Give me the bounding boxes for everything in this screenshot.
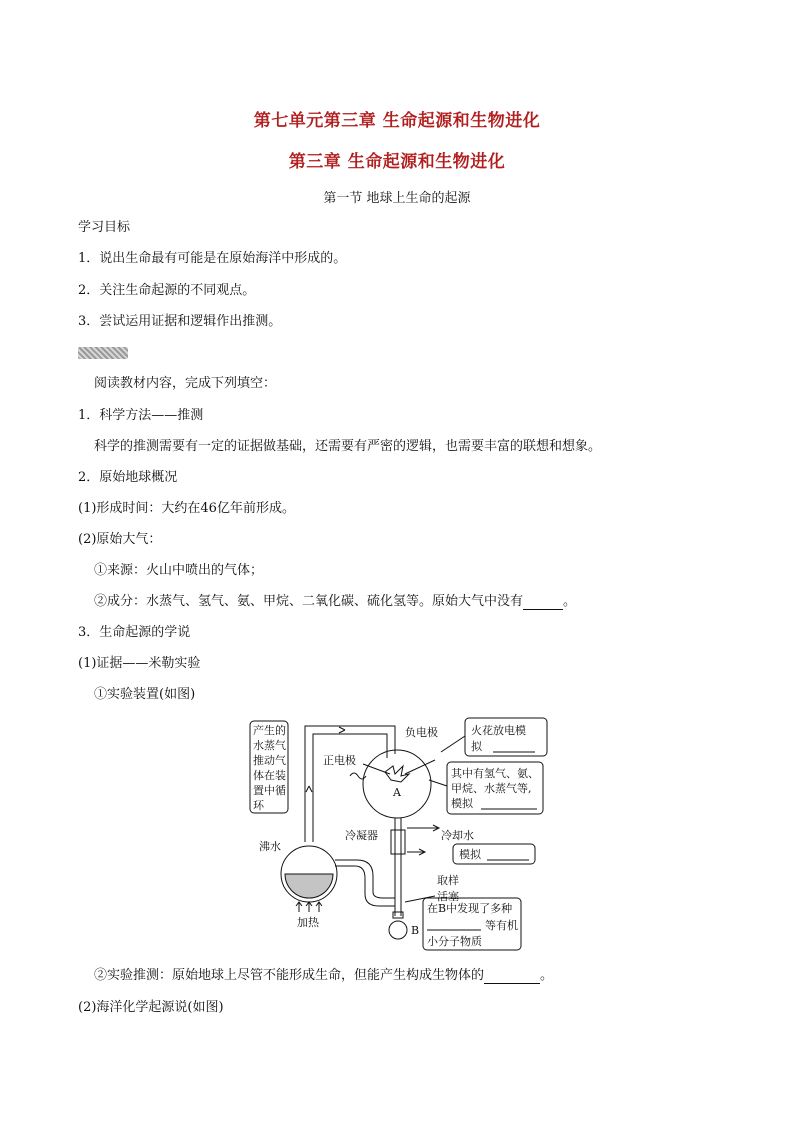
- box-gases-line: 模拟: [451, 797, 473, 810]
- main-title: 第七单元第三章 生命起源和生物进化: [253, 111, 541, 131]
- pointer-line: [441, 736, 465, 752]
- formation-time: (1)形成时间：大约在46亿年前形成。: [78, 501, 295, 516]
- box-gas-cycle-line: 推动气: [253, 754, 286, 767]
- intro-text: 阅读教材内容，完成下列填空：: [94, 376, 277, 391]
- box-b-line: 在B中发现了多种: [427, 902, 513, 915]
- section-title: 第一节 地球上生命的起源: [323, 191, 471, 206]
- box-spark-line: 火花放电模: [471, 724, 526, 737]
- box-b-line: 等有机: [485, 919, 518, 932]
- electrode-right: [405, 760, 435, 774]
- condenser-jacket: [391, 830, 405, 854]
- positive-electrode-label: 正电极: [323, 754, 356, 767]
- box-gas-cycle-line: 水蒸气: [253, 739, 286, 752]
- pointer-line: [429, 780, 447, 786]
- heating-label: 加热: [297, 916, 319, 929]
- miller-heading: (1)证据——米勒实验: [78, 656, 201, 671]
- circulation-tube: [305, 726, 395, 842]
- sampling-label: 活塞: [437, 890, 459, 903]
- objective-item: 1．说出生命最有可能是在原始海洋中形成的。: [78, 251, 347, 266]
- cooling-water-arrow: [407, 849, 425, 855]
- boiling-water-label: 沸水: [259, 840, 281, 853]
- ocean-theory-heading: (2)海洋化学起源说(如图): [78, 1000, 224, 1015]
- sentence-end: 。: [563, 594, 577, 609]
- objectives-label: 学习目标: [78, 220, 131, 235]
- earth-heading: 2．原始地球概况: [78, 470, 178, 485]
- theory-heading: 3．生命起源的学说: [78, 625, 191, 640]
- flow-arrow: [306, 786, 312, 792]
- flask-a-label: A: [393, 786, 401, 799]
- inference-text: [94, 968, 553, 984]
- objective-item: 2．关注生命起源的不同观点。: [78, 283, 256, 298]
- box-gas-cycle-line: 置中循: [253, 784, 286, 797]
- inference-sentence: ②实验推测：原始地球上尽管不能形成生命，但能产生构成生物体的: [94, 968, 485, 983]
- fill-blank[interactable]: [523, 596, 563, 610]
- atmosphere-source: ①来源：火山中喷出的气体；: [94, 563, 264, 578]
- electrode-left: [363, 764, 390, 774]
- box-b-line: 小分子物质: [427, 935, 482, 948]
- box-simulate-label: 模拟: [459, 848, 481, 861]
- atmosphere-composition: [94, 594, 576, 610]
- box-gas-cycle-line: 体在装: [253, 769, 286, 782]
- heat-arrows-icon: [296, 902, 322, 912]
- sentence-end: 。: [540, 968, 554, 983]
- device-label: ①实验装置(如图): [94, 687, 196, 702]
- box-gas-cycle-line: 环: [253, 799, 264, 812]
- method-heading: 1．科学方法——推测: [78, 408, 204, 423]
- section-stamp-icon: [78, 347, 128, 359]
- box-gases-line: 甲烷、水蒸气等,: [451, 782, 532, 795]
- boiling-water: [285, 874, 333, 898]
- circulation-tube: [313, 734, 387, 842]
- atmosphere-heading: (2)原始大气：: [78, 532, 162, 547]
- method-text: 科学的推测需要有一定的证据做基础，还需要有严密的逻辑，也需要丰富的联想和想象。: [94, 439, 602, 454]
- box-gases-line: 其中有氢气、氨、: [451, 767, 539, 780]
- flask-b-label: B: [411, 924, 420, 937]
- chapter-title: 第三章 生命起源和生物进化: [288, 152, 506, 172]
- box-gas-cycle-line: 产生的: [253, 724, 286, 737]
- negative-electrode-label: 负电极: [405, 726, 438, 739]
- sampling-label: 取样: [437, 874, 459, 887]
- objective-item: 3．尝试运用证据和逻辑作出推测。: [78, 314, 282, 329]
- cooling-water-arrow: [407, 825, 439, 831]
- miller-experiment-diagram: [245, 716, 555, 956]
- condenser-label: 冷凝器: [345, 829, 378, 842]
- u-tube: [335, 866, 395, 906]
- fill-blank[interactable]: [484, 970, 540, 984]
- flask-b: [389, 921, 407, 939]
- composition-text: ②成分：水蒸气、氢气、氨、甲烷、二氧化碳、硫化氢等。原始大气中没有: [94, 594, 524, 609]
- cooling-water-label: 冷却水: [441, 829, 474, 842]
- flask-a: [363, 750, 431, 818]
- box-spark-line: 拟: [471, 740, 482, 753]
- flow-arrow: [339, 727, 345, 733]
